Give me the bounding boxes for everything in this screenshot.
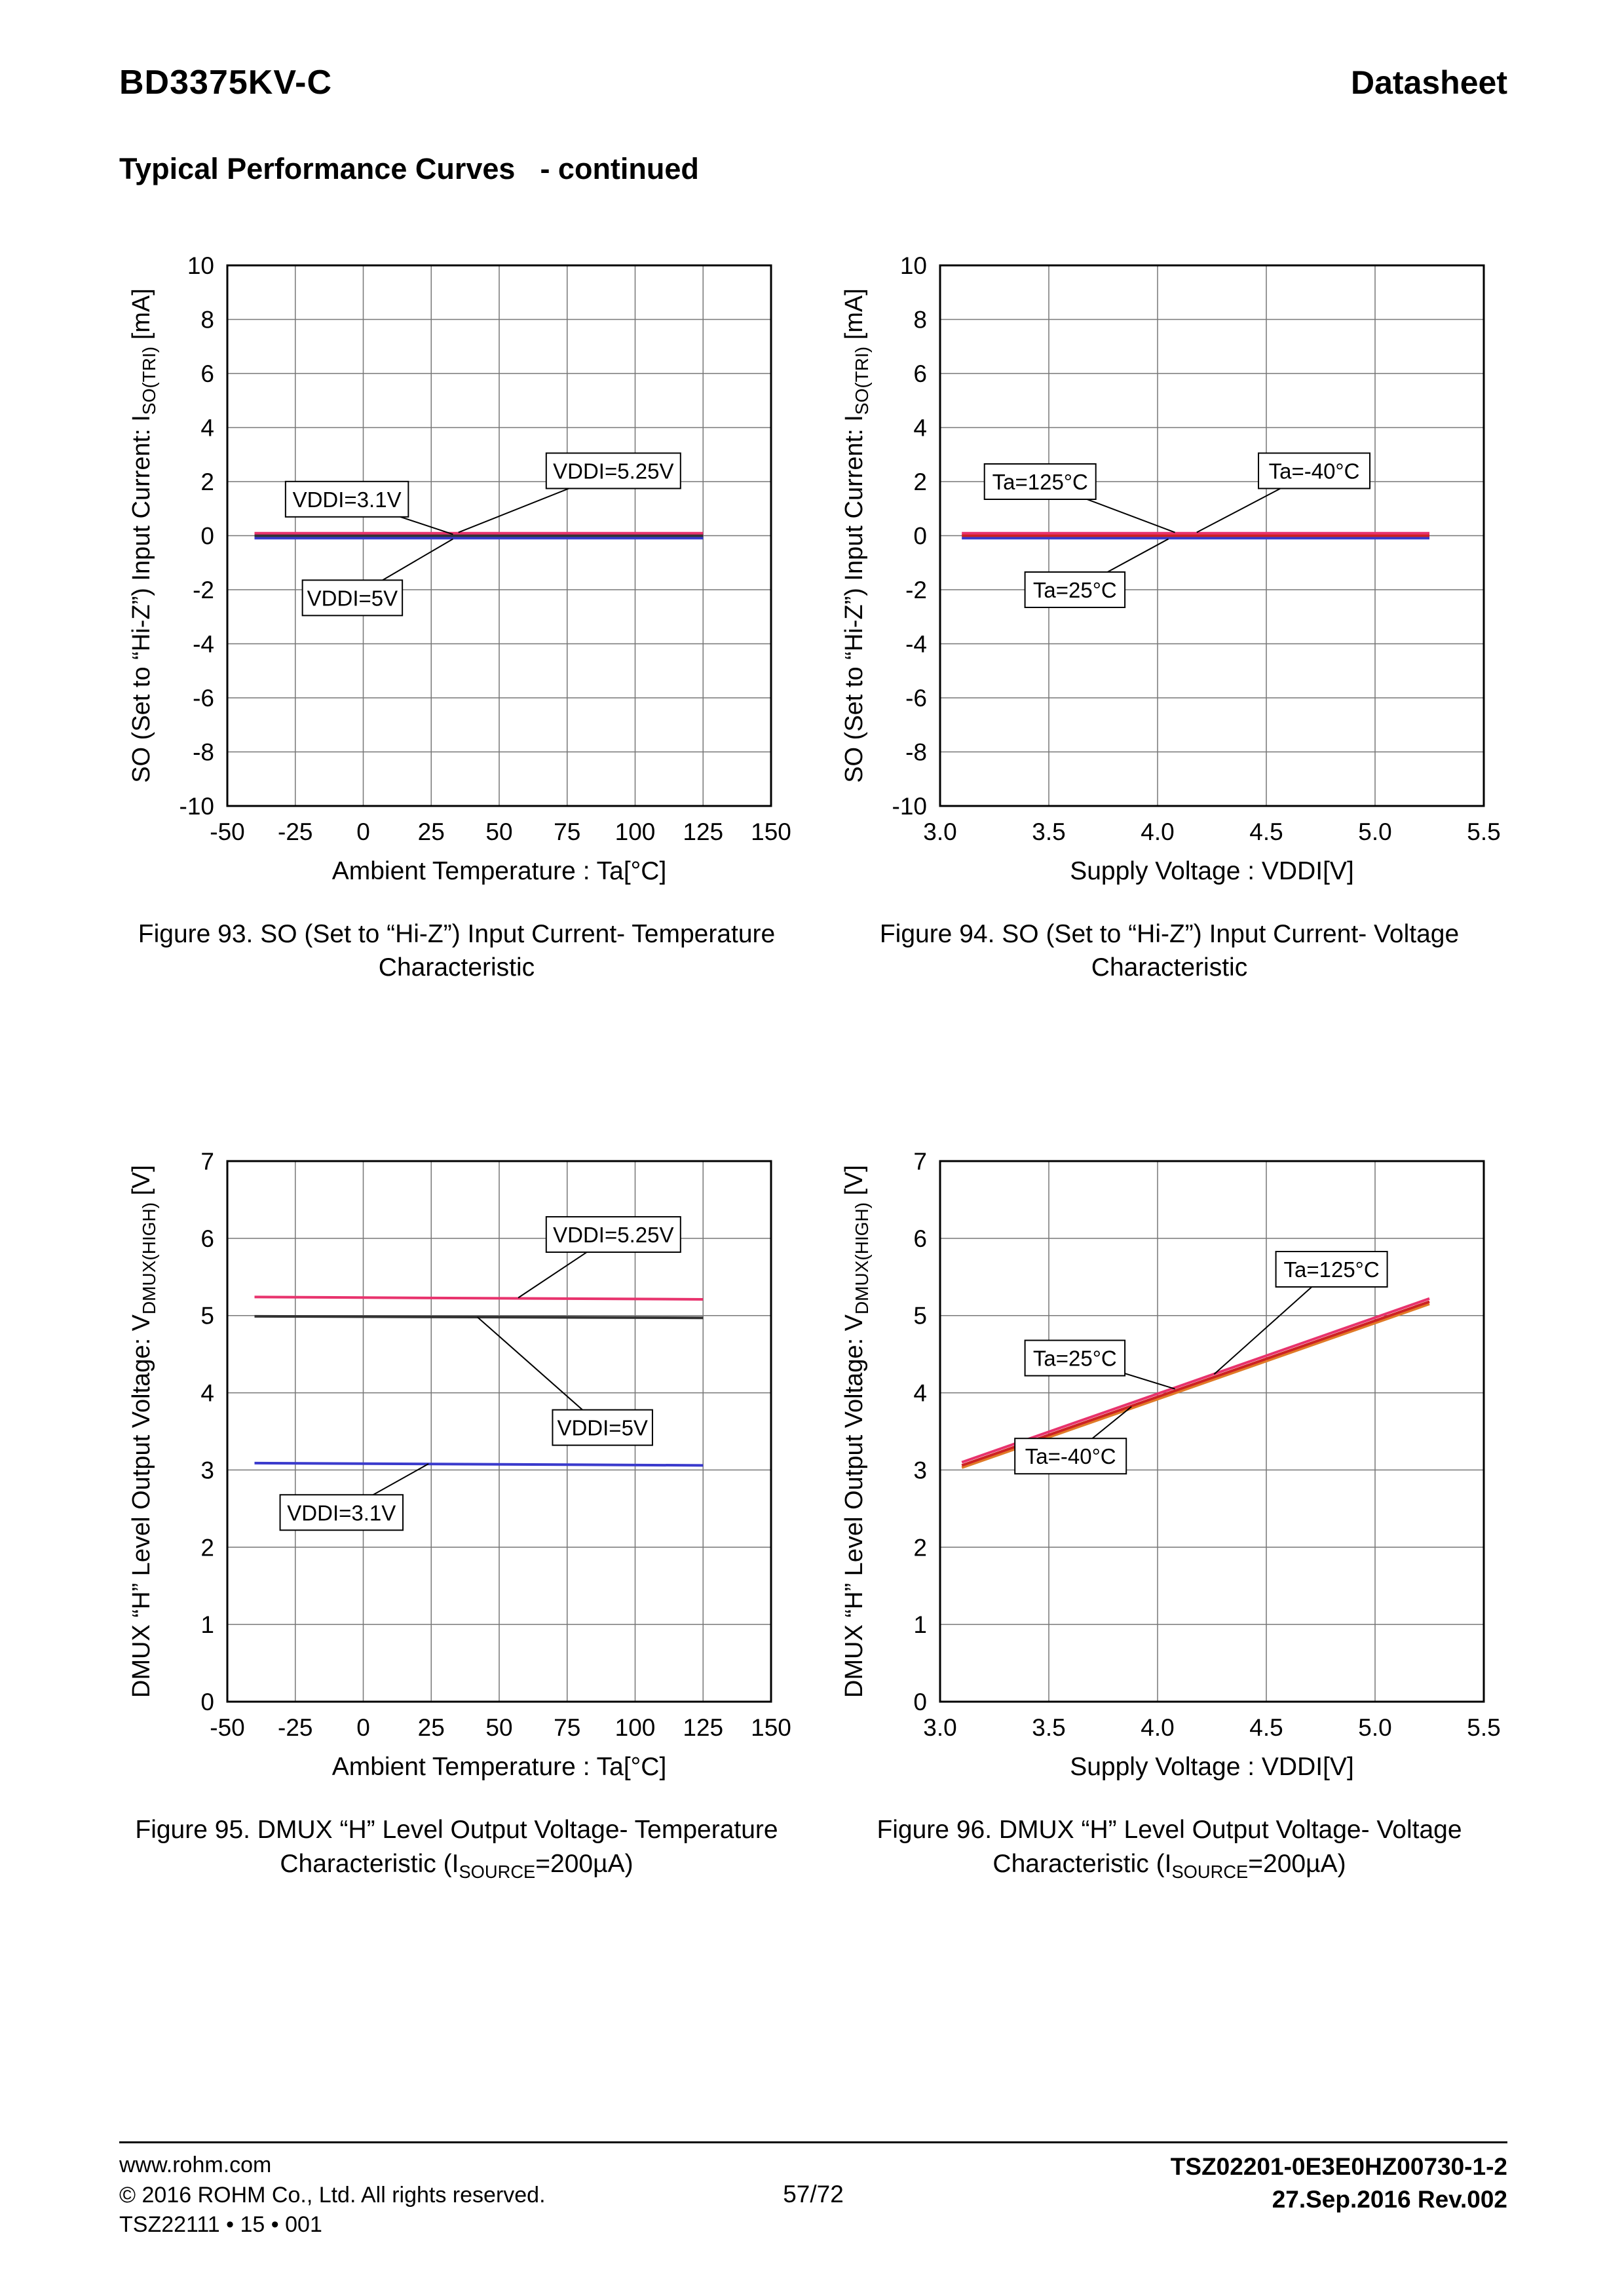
caption-line-1: Figure 93. SO (Set to “Hi-Z”) Input Current- Temperature bbox=[138, 920, 776, 948]
svg-text:125: 125 bbox=[683, 818, 724, 845]
svg-text:4.0: 4.0 bbox=[1141, 1714, 1175, 1742]
svg-text:-10: -10 bbox=[179, 793, 214, 820]
svg-text:4: 4 bbox=[913, 1379, 927, 1407]
svg-text:150: 150 bbox=[751, 818, 791, 845]
svg-text:4: 4 bbox=[200, 1379, 214, 1407]
svg-text:4.0: 4.0 bbox=[1141, 818, 1175, 845]
svg-text:3.0: 3.0 bbox=[923, 818, 957, 845]
figure-95-caption bbox=[135, 1813, 778, 1883]
caption-line-2-text: Characteristic bbox=[378, 953, 535, 982]
svg-text:0: 0 bbox=[200, 1689, 214, 1716]
svg-text:25: 25 bbox=[417, 1714, 445, 1742]
svg-text:-50: -50 bbox=[210, 818, 245, 845]
svg-text:7: 7 bbox=[200, 1148, 214, 1176]
figure-96-chart bbox=[832, 1138, 1507, 1800]
figure-96-caption bbox=[877, 1813, 1462, 1883]
svg-text:-4: -4 bbox=[193, 630, 214, 658]
caption-line-2-sub: SOURCE bbox=[1171, 1861, 1249, 1882]
caption-line-2 bbox=[135, 1847, 778, 1884]
figure-95 bbox=[119, 1138, 794, 1883]
svg-text:0: 0 bbox=[913, 1689, 927, 1716]
caption-line-1: Figure 95. DMUX “H” Level Output Voltage- Temperature bbox=[135, 1816, 778, 1845]
footer-right-block bbox=[844, 2151, 1507, 2240]
svg-text:3.0: 3.0 bbox=[923, 1714, 957, 1742]
figure-95-chart bbox=[119, 1138, 794, 1800]
figure-94-caption bbox=[880, 917, 1459, 987]
svg-text:Ambient Temperature : Ta[°C]: Ambient Temperature : Ta[°C] bbox=[331, 1753, 667, 1782]
caption-line-1: Figure 94. SO (Set to “Hi-Z”) Input Current- Voltage bbox=[879, 920, 1460, 948]
page-header bbox=[119, 63, 1507, 102]
caption-line-2 bbox=[138, 951, 775, 987]
svg-text:3.5: 3.5 bbox=[1032, 818, 1066, 845]
svg-text:2: 2 bbox=[200, 469, 214, 495]
figure-94 bbox=[832, 242, 1507, 987]
part-number: BD3375KV-C bbox=[119, 64, 333, 102]
svg-text:VDDI=5V: VDDI=5V bbox=[307, 586, 398, 611]
svg-text:50: 50 bbox=[485, 1714, 513, 1742]
svg-text:2: 2 bbox=[913, 1534, 927, 1561]
svg-text:VDDI=5V: VDDI=5V bbox=[557, 1415, 648, 1440]
svg-text:0: 0 bbox=[200, 522, 214, 550]
svg-text:0: 0 bbox=[913, 522, 927, 550]
caption-line-2-text: Characteristic (I bbox=[280, 1849, 459, 1878]
svg-text:-8: -8 bbox=[193, 738, 214, 766]
svg-text:10: 10 bbox=[187, 252, 214, 279]
caption-line-1: Figure 96. DMUX “H” Level Output Voltage- Voltage bbox=[877, 1816, 1462, 1845]
section-title: Typical Performance Curves bbox=[119, 152, 516, 185]
svg-text:-6: -6 bbox=[905, 685, 927, 712]
svg-text:6: 6 bbox=[200, 360, 214, 387]
page-number: 57/72 bbox=[783, 2181, 844, 2208]
footer-doc-code: TSZ22111 • 15 • 001 bbox=[119, 2212, 322, 2238]
svg-text:VDDI=5.25V: VDDI=5.25V bbox=[553, 459, 674, 484]
figure-93 bbox=[119, 242, 794, 987]
svg-text:8: 8 bbox=[913, 306, 927, 334]
svg-text:Ta=-40°C: Ta=-40°C bbox=[1268, 459, 1360, 484]
svg-text:3: 3 bbox=[913, 1457, 927, 1484]
svg-text:VDDI=3.1V: VDDI=3.1V bbox=[292, 487, 402, 512]
svg-text:4: 4 bbox=[200, 414, 214, 442]
svg-text:1: 1 bbox=[200, 1611, 214, 1639]
caption-line-2 bbox=[877, 1847, 1462, 1884]
svg-text:150: 150 bbox=[751, 1714, 791, 1742]
figure-93-chart bbox=[119, 242, 794, 904]
svg-text:5.0: 5.0 bbox=[1358, 818, 1392, 845]
svg-text:Ta=25°C: Ta=25°C bbox=[1032, 578, 1117, 602]
figure-96 bbox=[832, 1138, 1507, 1883]
svg-text:SO (Set to “Hi-Z”) Input Curre: SO (Set to “Hi-Z”) Input Current: $I_{SO(TRI)}$ [mA] bbox=[840, 288, 872, 783]
svg-text:Ambient Temperature : Ta[°C]: Ambient Temperature : Ta[°C] bbox=[331, 857, 667, 885]
svg-text:-2: -2 bbox=[193, 577, 214, 603]
svg-text:125: 125 bbox=[683, 1714, 724, 1742]
page-footer bbox=[119, 2151, 1507, 2240]
svg-text:-8: -8 bbox=[905, 738, 927, 766]
svg-text:Ta=125°C: Ta=125°C bbox=[992, 470, 1088, 494]
svg-text:8: 8 bbox=[200, 306, 214, 334]
svg-text:SO (Set to “Hi-Z”) Input Curre: SO (Set to “Hi-Z”) Input Current: $I_{SO(TRI)}$ [mA] bbox=[128, 288, 159, 783]
footer-left-block bbox=[119, 2151, 783, 2240]
caption-line-2-text: Characteristic (I bbox=[992, 1849, 1172, 1878]
svg-text:Ta=-40°C: Ta=-40°C bbox=[1025, 1444, 1116, 1469]
svg-text:0: 0 bbox=[356, 1714, 370, 1742]
svg-text:Ta=25°C: Ta=25°C bbox=[1032, 1346, 1117, 1371]
svg-text:Supply Voltage : VDDI[V]: Supply Voltage : VDDI[V] bbox=[1070, 1753, 1354, 1782]
svg-text:5: 5 bbox=[913, 1303, 927, 1330]
figure-93-caption bbox=[138, 917, 775, 987]
footer-doc-number: TSZ02201-0E3E0HZ00730-1-2 bbox=[1170, 2153, 1507, 2180]
section-suffix: - continued bbox=[540, 152, 699, 185]
svg-text:25: 25 bbox=[417, 818, 445, 845]
footer-divider bbox=[119, 2141, 1507, 2143]
figure-94-chart bbox=[832, 242, 1507, 904]
svg-text:7: 7 bbox=[913, 1148, 927, 1176]
svg-text:-4: -4 bbox=[905, 630, 927, 658]
svg-text:5: 5 bbox=[200, 1303, 214, 1330]
section-heading bbox=[119, 152, 699, 186]
svg-text:100: 100 bbox=[614, 1714, 656, 1742]
svg-text:5.5: 5.5 bbox=[1467, 1714, 1501, 1742]
svg-text:4.5: 4.5 bbox=[1249, 818, 1283, 845]
svg-text:Ta=125°C: Ta=125°C bbox=[1283, 1257, 1380, 1282]
svg-text:-2: -2 bbox=[905, 577, 927, 603]
svg-text:10: 10 bbox=[899, 252, 927, 279]
svg-text:-50: -50 bbox=[210, 1714, 245, 1742]
caption-line-2-post: =200µA) bbox=[535, 1849, 633, 1878]
svg-text:2: 2 bbox=[913, 469, 927, 495]
svg-text:6: 6 bbox=[913, 360, 927, 387]
svg-text:3.5: 3.5 bbox=[1032, 1714, 1066, 1742]
svg-text:Supply Voltage : VDDI[V]: Supply Voltage : VDDI[V] bbox=[1070, 857, 1354, 885]
svg-text:-10: -10 bbox=[892, 793, 927, 820]
svg-text:1: 1 bbox=[913, 1611, 927, 1639]
footer-revision: 27.Sep.2016 Rev.002 bbox=[1272, 2185, 1507, 2213]
svg-text:0: 0 bbox=[356, 818, 370, 845]
caption-line-2-sub: SOURCE bbox=[459, 1861, 536, 1882]
svg-text:75: 75 bbox=[554, 818, 581, 845]
svg-text:50: 50 bbox=[485, 818, 513, 845]
svg-text:-6: -6 bbox=[193, 685, 214, 712]
footer-copyright: © 2016 ROHM Co., Ltd. All rights reserved. bbox=[119, 2182, 546, 2208]
svg-text:-25: -25 bbox=[278, 818, 313, 845]
doc-type-label: Datasheet bbox=[1351, 64, 1507, 101]
svg-text:6: 6 bbox=[200, 1225, 214, 1253]
svg-text:100: 100 bbox=[614, 818, 656, 845]
svg-text:-25: -25 bbox=[278, 1714, 313, 1742]
charts-grid bbox=[119, 242, 1507, 1884]
footer-website: www.rohm.com bbox=[119, 2152, 272, 2177]
svg-text:4: 4 bbox=[913, 414, 927, 442]
svg-text:75: 75 bbox=[554, 1714, 581, 1742]
svg-text:5.0: 5.0 bbox=[1358, 1714, 1392, 1742]
svg-text:VDDI=5.25V: VDDI=5.25V bbox=[553, 1223, 674, 1248]
caption-line-2-post: =200µA) bbox=[1248, 1849, 1346, 1878]
caption-line-2 bbox=[880, 951, 1459, 987]
svg-text:DMUX “H” Level Output Voltage:: DMUX “H” Level Output Voltage: $V_{DMUX(HIGH)}$ [V] bbox=[128, 1165, 159, 1698]
svg-text:3: 3 bbox=[200, 1457, 214, 1484]
svg-text:5.5: 5.5 bbox=[1467, 818, 1501, 845]
svg-text:6: 6 bbox=[913, 1225, 927, 1253]
svg-text:VDDI=3.1V: VDDI=3.1V bbox=[287, 1501, 396, 1525]
caption-line-2-text: Characteristic bbox=[1091, 953, 1248, 982]
svg-text:4.5: 4.5 bbox=[1249, 1714, 1283, 1742]
svg-text:DMUX “H” Level Output Voltage:: DMUX “H” Level Output Voltage: $V_{DMUX(HIGH)}$ [V] bbox=[840, 1165, 872, 1698]
svg-text:2: 2 bbox=[200, 1534, 214, 1561]
